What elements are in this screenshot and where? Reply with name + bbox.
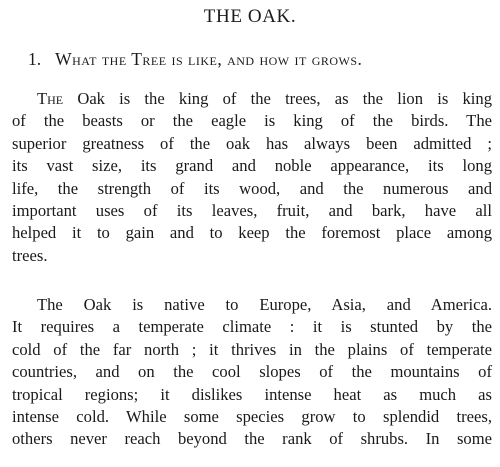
paragraph-line: cold of the far north ; it thrives in the plains of temperate (12, 339, 492, 359)
lead-word: The (37, 89, 64, 108)
section-heading-text: What the Tree is like, and how it grows. (55, 49, 363, 69)
paragraph-1 (12, 88, 492, 267)
page-title: THE OAK. (203, 6, 297, 27)
paragraph-line: others never reach beyond the rank of shrubs. In some (12, 429, 492, 449)
paragraph-line: life, the strength of its wood, and the numerous and (12, 178, 492, 198)
paragraph-line: It requires a temperate climate : it is stunted by the (12, 317, 492, 337)
section-number: 1. (28, 49, 42, 69)
paragraph-line: superior greatness of the oak has always been admitted ; (12, 133, 492, 153)
line-text: Oak is the king of the trees, as the lion is king (63, 89, 492, 108)
paragraph-line (12, 88, 492, 110)
section-heading (28, 49, 498, 70)
paragraph-line: its vast size, its grand and noble appearance, its long (12, 156, 492, 176)
paragraph-line: countries, and on the cool slopes of the mountains of (12, 362, 492, 382)
paragraph-line: helped it to gain and to keep the foremost place among (12, 223, 492, 243)
paragraph-line: intense cold. While some species grow to splendid trees, (12, 407, 492, 427)
paragraph-2 (12, 294, 492, 451)
paragraph-line: trees. (12, 245, 48, 265)
paragraph-line: of the beasts or the eagle is king of the birds. The (12, 111, 492, 131)
paragraph-line: important uses of its leaves, fruit, and bark, have all (12, 201, 492, 221)
paragraph-line: tropical regions; it dislikes intense heat as much as (12, 384, 492, 404)
paragraph-line: The Oak is native to Europe, Asia, and America. (37, 295, 492, 314)
